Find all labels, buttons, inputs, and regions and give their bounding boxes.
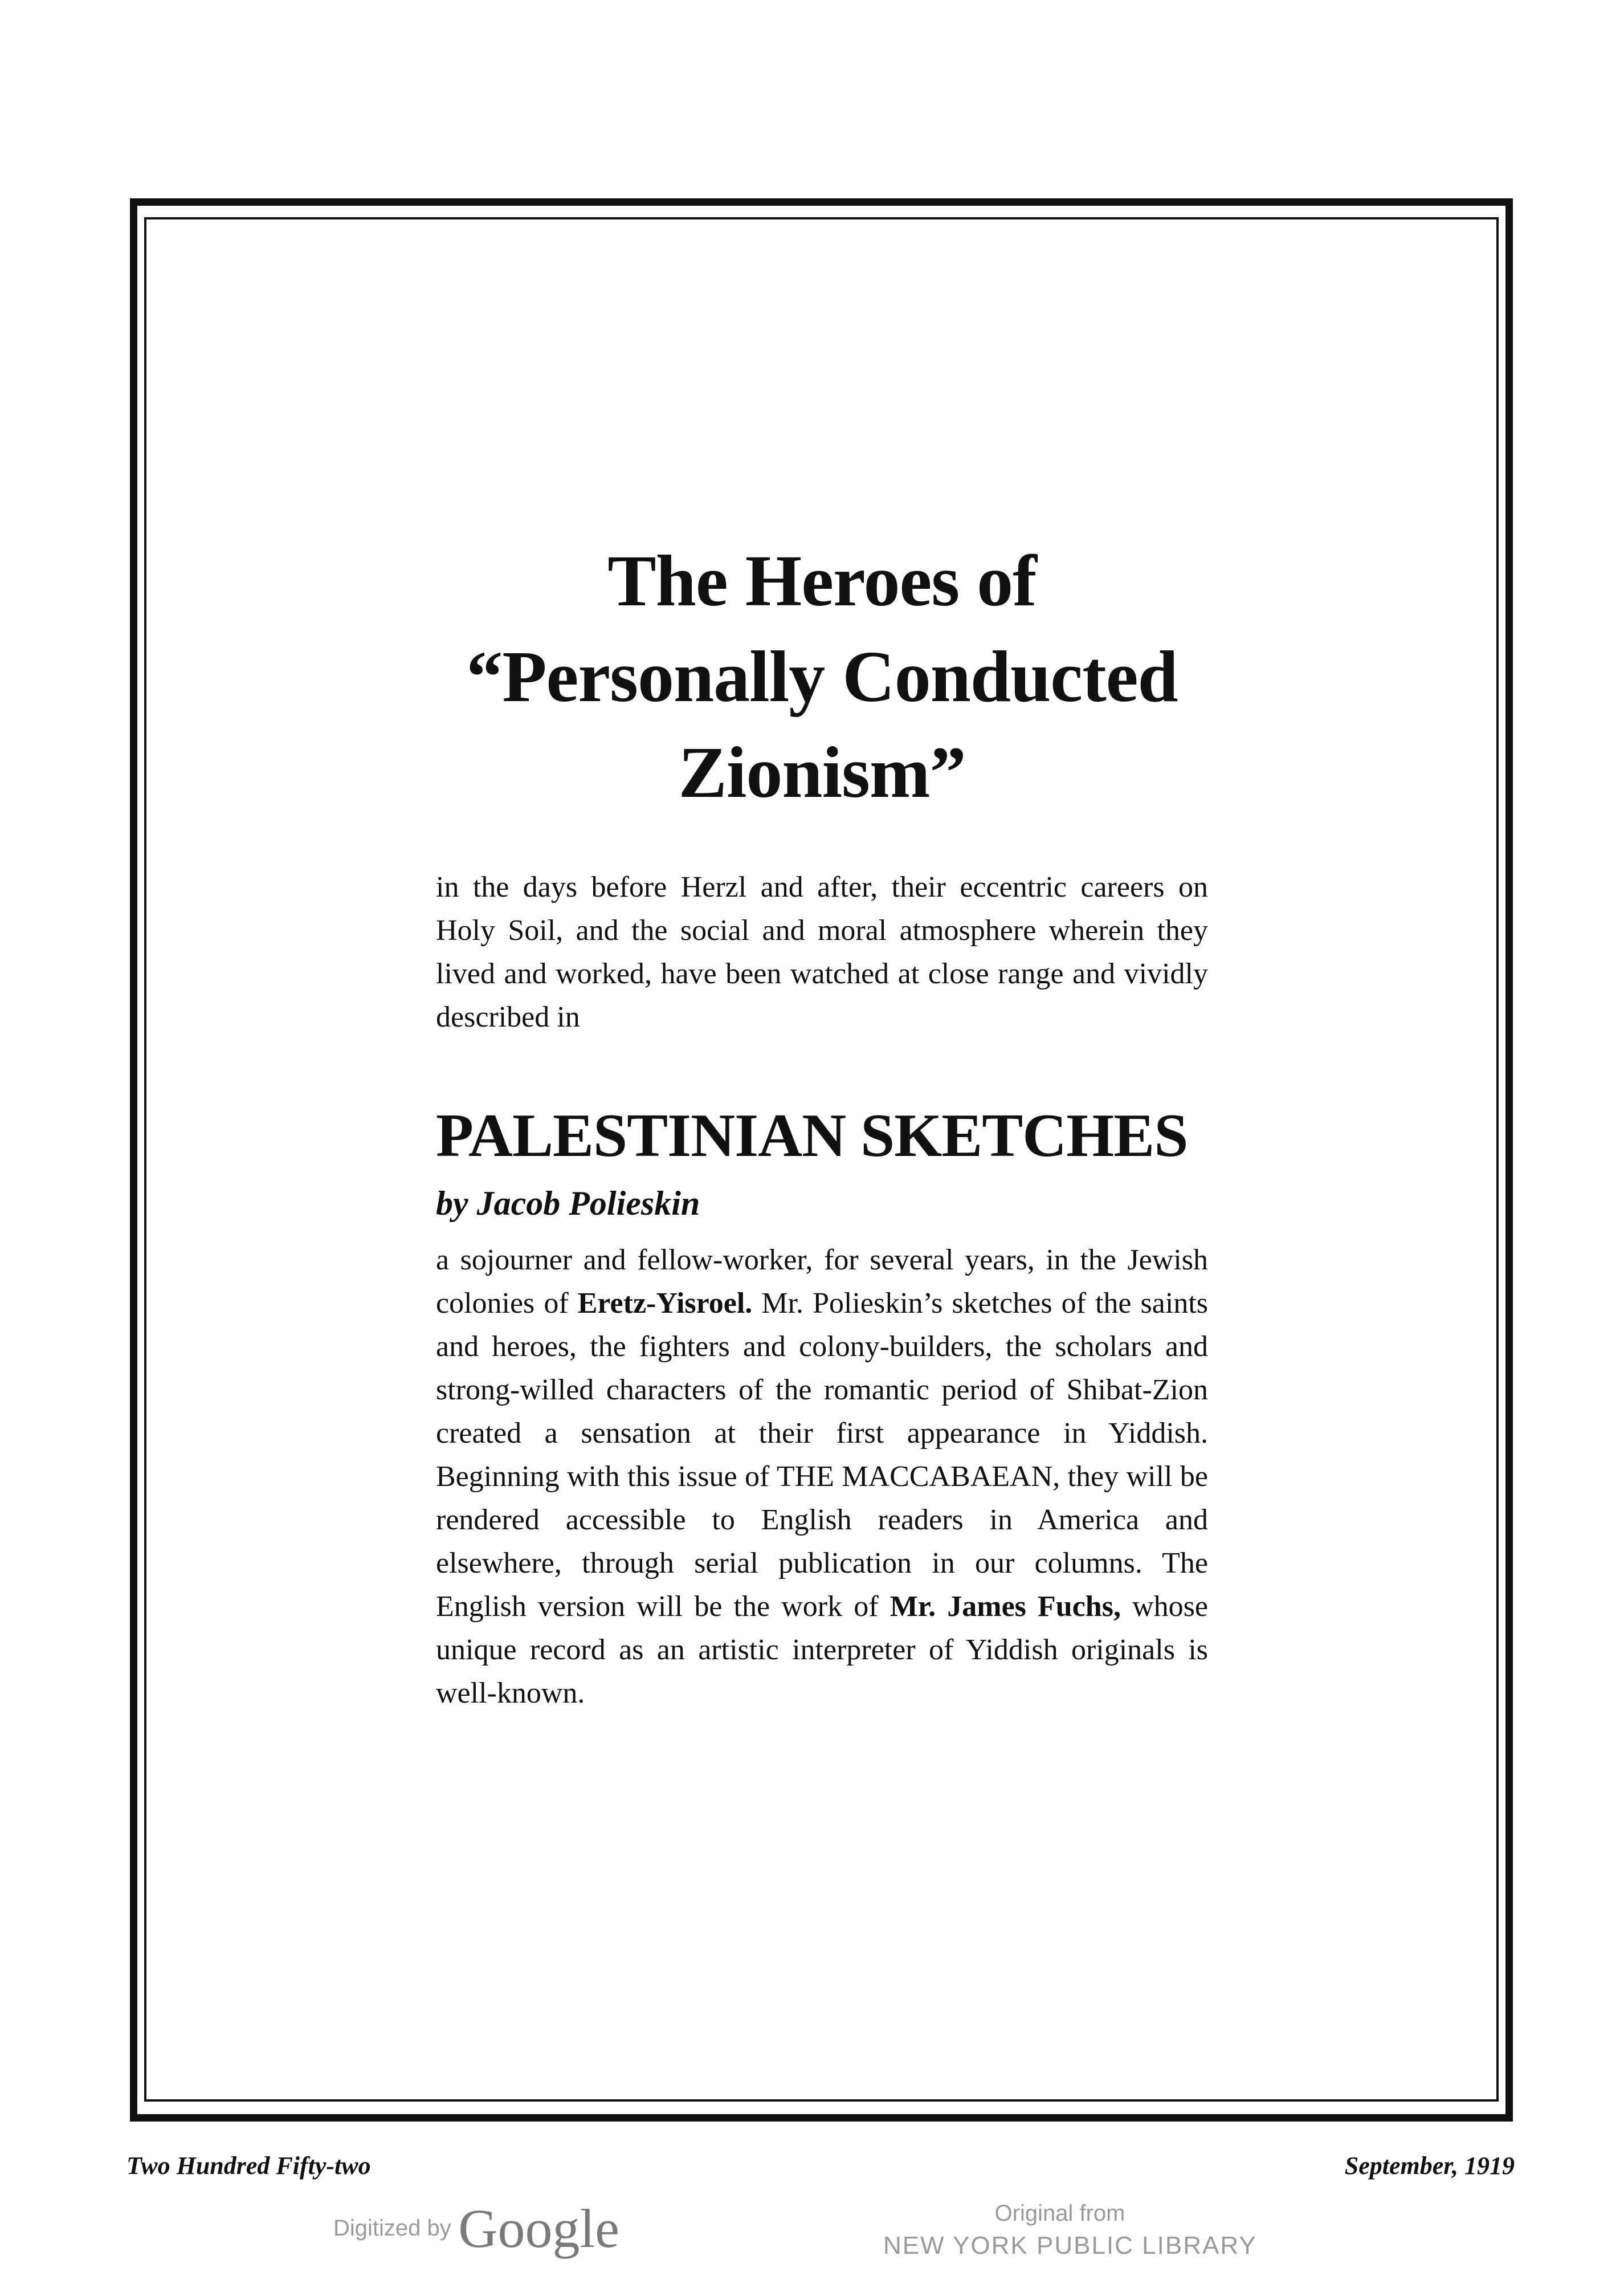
intro-paragraph: in the days before Herzl and after, their eccentric careers on Holy Soil, and the social and moral atmosphere wherein they lived and worked, have been watched at close range and vividly described in (436, 871, 1208, 1033)
translator-name: Mr. James Fuchs, (889, 1590, 1121, 1623)
headline (436, 533, 1208, 820)
body-text-part-3: whose unique record as an artistic interpreter of Yiddish originals is well-known. (436, 1590, 1208, 1709)
page-number-footer: Two Hundred Fifty-two (127, 2152, 371, 2180)
body-paragraph (436, 1239, 1208, 1715)
body-text-part-2: Mr. Polieskin’s sketches of the saints and heroes, the fighters and colony-builders, the scholars and strong-willed characters of the romantic period of Shibat-Zion created a sensation at their first appearance in Yiddish. Beginning with this issue of THE MACCABAEAN, they will be rendered accessible to English readers in America and elsewhere, through serial publication in our columns. The English version will be the work of (436, 1287, 1209, 1623)
headline-line-1: The Heroes of (607, 540, 1037, 621)
eretz-yisroel-term: Eretz-Yisroel. (577, 1287, 753, 1320)
advertisement-block (436, 533, 1208, 1715)
issue-date-footer: September, 1919 (1344, 2152, 1515, 2180)
google-logo: Google (458, 2198, 619, 2259)
digitized-by-stamp (333, 2197, 619, 2260)
original-from-label: Original from (994, 2201, 1125, 2226)
book-author: by Jacob Polieskin (436, 1184, 700, 1222)
library-name: NEW YORK PUBLIC LIBRARY (883, 2232, 1257, 2259)
headline-line-2: “Personally Conducted (466, 636, 1178, 717)
headline-line-3: Zionism” (678, 732, 966, 813)
body-text-part-1: a sojourner and fellow-worker, for several years, in the Jewish colonies of (436, 1244, 1208, 1320)
book-title: PALESTINIAN SKETCHES (436, 1102, 1188, 1170)
digitized-by-label: Digitized by (333, 2216, 451, 2241)
